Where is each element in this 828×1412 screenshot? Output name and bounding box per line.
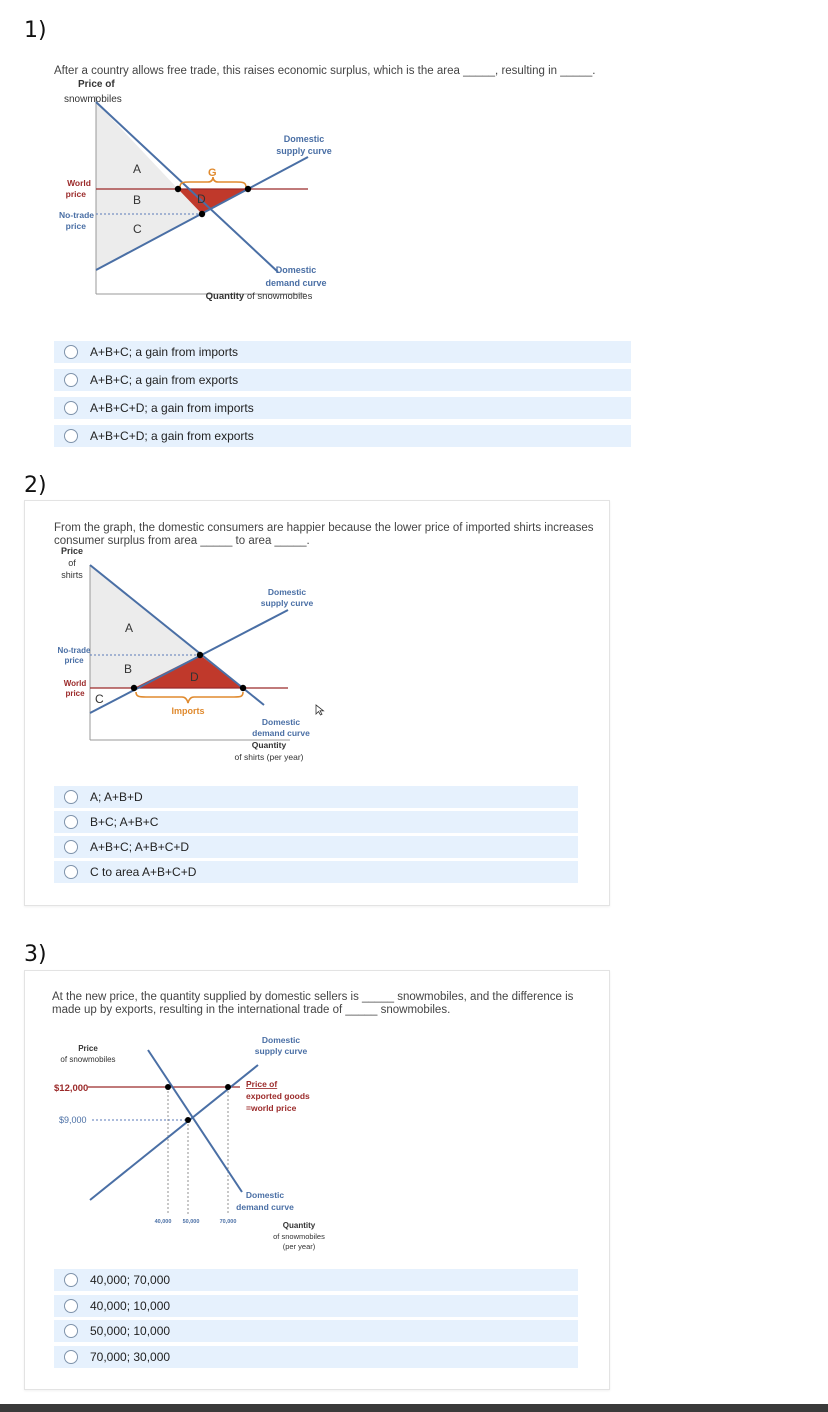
q1-world-price-label-1: World (67, 178, 91, 188)
q1-area-a-label: A (133, 162, 142, 176)
q1-area-g-label: G (208, 167, 217, 179)
q2-point-equilibrium (197, 652, 203, 658)
question-1-graph (50, 76, 350, 308)
q2-option-4[interactable] (54, 861, 578, 883)
q1-no-trade-label-2: price (65, 221, 86, 231)
question-3-prompt-line-2: made up by exports, resulting in the international trade of _____ snowmobiles. (52, 1004, 451, 1016)
q1-point-demand-world (175, 186, 181, 192)
q3-option-2-radio[interactable] (64, 1299, 78, 1313)
question-3-number: 3) (24, 942, 47, 967)
q3-option-3-label: 50,000; 10,000 (90, 1324, 171, 1338)
q2-supply-label-1: Domestic (267, 587, 307, 597)
q3-option-2-label: 40,000; 10,000 (90, 1299, 171, 1313)
q2-option-4-label: C to area A+B+C+D (90, 865, 197, 879)
question-3-graph (50, 1030, 350, 1258)
question-1-prompt: After a country allows free trade, this raises economic surplus, which is the area _____, resulting in _____. (54, 65, 596, 77)
q2-option-3[interactable] (54, 836, 578, 858)
mouse-cursor-icon (315, 704, 325, 716)
q1-no-trade-label-1: No-trade (59, 210, 94, 220)
q2-option-2[interactable] (54, 811, 578, 833)
q3-x-tick-3: 70,000 (219, 1219, 237, 1225)
q3-supply-label-1: Domestic (261, 1035, 301, 1045)
question-2-number: 2) (24, 473, 47, 498)
question-3-prompt-line-1: At the new price, the quantity supplied by domestic sellers is _____ snowmobiles, and the difference is (52, 991, 574, 1003)
q1-option-3-radio[interactable] (64, 401, 78, 415)
q2-y-label-3: shirts (61, 570, 83, 580)
q3-option-1-label: 40,000; 70,000 (90, 1273, 171, 1287)
q2-option-3-radio[interactable] (64, 840, 78, 854)
q1-option-3-label: A+B+C+D; a gain from imports (90, 401, 254, 415)
question-2-prompt-line-2: consumer surplus from area _____ to area _____. (54, 535, 310, 547)
q3-y-label-1: Price (78, 1044, 98, 1053)
q3-demand-label-2: demand curve (236, 1202, 294, 1212)
q1-option-1-label: A+B+C; a gain from imports (90, 345, 239, 359)
q1-option-1[interactable] (54, 341, 631, 363)
q3-export-label-2: exported goods (246, 1091, 310, 1101)
q2-option-4-radio[interactable] (64, 865, 78, 879)
q1-demand-label-1: Domestic (275, 265, 317, 275)
q2-world-price-label-2: price (65, 689, 85, 698)
q1-supply-label-2: supply curve (276, 146, 332, 156)
q3-point-supply-world (225, 1084, 231, 1090)
q1-area-b-label: B (133, 193, 142, 207)
q3-x-tick-2: 50,000 (182, 1219, 200, 1225)
q3-option-2[interactable] (54, 1295, 578, 1317)
q3-price-high-label: $12,000 (54, 1083, 89, 1094)
q1-x-label: Quantity of snowmobiles (205, 291, 313, 302)
q3-option-4[interactable] (54, 1346, 578, 1368)
q2-area-b-label: B (124, 662, 133, 676)
q2-no-trade-label-1: No-trade (57, 646, 91, 655)
q3-export-label-1: Price of (246, 1079, 278, 1089)
q1-y-label-1: Price of (78, 79, 115, 90)
q2-area-c-label: C (95, 692, 104, 706)
q3-x-tick-1: 40,000 (154, 1219, 172, 1225)
q2-y-label-2: of (68, 558, 76, 568)
q2-option-2-radio[interactable] (64, 815, 78, 829)
q3-x-label-1: Quantity (282, 1221, 316, 1230)
q3-point-demand-world (165, 1084, 171, 1090)
question-2-graph (50, 545, 340, 770)
q1-world-price-label-2: price (65, 189, 86, 199)
q3-demand-label-1: Domestic (245, 1190, 285, 1200)
q2-option-1-label: A; A+B+D (90, 790, 143, 804)
q2-option-3-label: A+B+C; A+B+C+D (90, 840, 190, 854)
q1-demand-label-2: demand curve (265, 278, 327, 288)
q2-option-2-label: B+C; A+B+C (90, 815, 159, 829)
q1-option-2-label: A+B+C; a gain from exports (90, 373, 239, 387)
q1-option-4[interactable] (54, 425, 631, 447)
q3-option-1-radio[interactable] (64, 1273, 78, 1287)
q3-option-1[interactable] (54, 1269, 578, 1291)
q2-point-demand-world (240, 685, 246, 691)
q3-point-equilibrium (185, 1117, 191, 1123)
q2-bracket-imports (136, 692, 243, 703)
q2-world-price-label-1: World (63, 679, 87, 688)
q3-price-low-label: $9,000 (59, 1115, 87, 1125)
q2-option-1[interactable] (54, 786, 578, 808)
q3-option-4-label: 70,000; 30,000 (90, 1350, 171, 1364)
q1-area-d-label: D (197, 192, 206, 206)
q1-option-3[interactable] (54, 397, 631, 419)
q2-imports-label: Imports (171, 706, 205, 716)
q3-y-label-2: of snowmobiles (60, 1055, 116, 1064)
q1-option-4-radio[interactable] (64, 429, 78, 443)
q2-demand-label-2: demand curve (252, 728, 310, 738)
q3-option-4-radio[interactable] (64, 1350, 78, 1364)
q2-demand-label-1: Domestic (261, 717, 301, 727)
question-2-prompt-line-1: From the graph, the domestic consumers are happier because the lower price of imported shirts increases (54, 522, 594, 534)
q2-option-1-radio[interactable] (64, 790, 78, 804)
q1-option-2[interactable] (54, 369, 631, 391)
q1-option-2-radio[interactable] (64, 373, 78, 387)
q3-supply-label-2: supply curve (254, 1046, 308, 1056)
question-1-number: 1) (24, 18, 47, 43)
q2-y-label-1: Price (60, 546, 84, 556)
q1-point-equilibrium (199, 211, 205, 217)
q1-area-c-label: C (133, 222, 142, 236)
bottom-bar (0, 1404, 828, 1412)
q3-export-label-3: =world price (246, 1103, 297, 1113)
q3-x-label-3: (per year) (282, 1242, 316, 1251)
q1-y-label-2: snowmobiles (64, 94, 122, 105)
q2-no-trade-label-2: price (64, 656, 84, 665)
q3-option-3-radio[interactable] (64, 1324, 78, 1338)
q1-option-1-radio[interactable] (64, 345, 78, 359)
q3-option-3[interactable] (54, 1320, 578, 1342)
q2-supply-label-2: supply curve (260, 598, 314, 608)
q2-x-label-2: of shirts (per year) (234, 752, 304, 762)
q2-x-label-1: Quantity (251, 740, 287, 750)
q3-x-label-2: of snowmobiles (273, 1232, 325, 1241)
q1-option-4-label: A+B+C+D; a gain from exports (90, 429, 254, 443)
q2-area-a-label: A (125, 621, 134, 635)
q1-supply-label-1: Domestic (283, 134, 325, 144)
q2-area-d-label: D (190, 670, 199, 684)
q1-point-supply-world (245, 186, 251, 192)
q2-point-supply-world (131, 685, 137, 691)
